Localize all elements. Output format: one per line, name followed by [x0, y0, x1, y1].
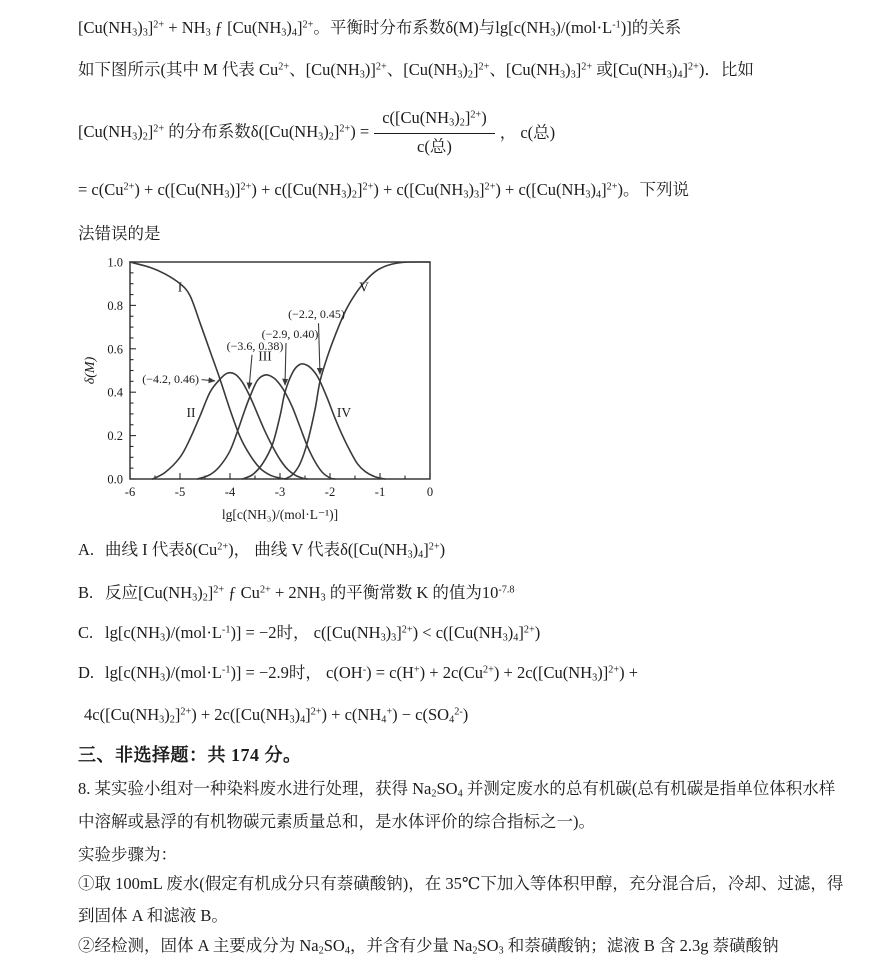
distribution-chart — [80, 248, 445, 531]
svg-text:(−4.2, 0.46): (−4.2, 0.46) — [142, 371, 199, 386]
option-c-label: C. — [78, 623, 94, 642]
q7-intro-line-1: $[Cu(NH_3)_3]^{2+} + NH_3$ ƒ $[Cu(NH_3)_4]^{2+}$。平衡时分布系数δ(M)与$\lg[c(NH_3)/(mol\cdot L^{-1})]$的关系 — [78, 18, 682, 39]
q8-step-1-line-1: ①取 100mL 废水(假定有机成分只有萘磺酸钠)，在 35℃下加入等体积甲醇，充分混合后，冷却、过滤，得 — [78, 874, 844, 893]
q7-sum-line: = $c(Cu^{2+}) + c([Cu(NH_3)]^{2+}) + c([Cu(NH_3)_2]^{2+}) + c([Cu(NH_3)_3]^{2+}) + c([Cu(NH_3)_4]^{2+})$。下列说 — [78, 180, 689, 201]
svg-text:lg[c(NH₃)/(mol·L⁻¹)]: lg[c(NH₃)/(mol·L⁻¹)] — [221, 507, 339, 522]
q7-definition-pre: $[Cu(NH_3)_2]^{2+}$ 的分布系数$\delta([Cu(NH_3)_2]^{2+})$ = — [78, 121, 370, 143]
svg-text:0.4: 0.4 — [107, 385, 123, 400]
svg-text:I: I — [177, 279, 183, 295]
option-c — [78, 623, 540, 645]
q8-step-1-line-2: 到固体 A 和滤液 B。 — [78, 906, 228, 925]
svg-text:-4: -4 — [224, 485, 236, 499]
svg-text:-3: -3 — [274, 485, 286, 499]
option-b — [78, 583, 515, 605]
q8-step-2-line: ②经检测，固体 A 主要成分为 $Na_2SO_4$，并含有少量 $Na_2SO_3$ 和萘磺酸钠；滤液 B 含 2.3g 萘磺酸钠 — [78, 936, 779, 957]
option-c-text: $\lg[c(NH_3)/(mol\cdot L^{-1})] = -2$时， $c([Cu(NH_3)_3]^{2+}) < c([Cu(NH_3)_4]^{2+})$ — [105, 623, 541, 644]
q7-definition-line — [78, 102, 555, 164]
svg-text:0.2: 0.2 — [107, 429, 123, 444]
distribution-chart-svg — [80, 248, 445, 526]
q7-intro-line-2: 如下图所示(其中 M 代表 $Cu^{2+}$、$[Cu(NH_3)]^{2+}$、$[Cu(NH_3)_2]^{2+}$、$[Cu(NH_3)_3]^{2+}$ 或$[Cu(NH_3)_4]^{2+}$)．比如 — [78, 60, 754, 81]
q7-tail-line: 法错误的是 — [78, 224, 161, 243]
option-d-label: D. — [78, 663, 95, 682]
svg-text:-1: -1 — [374, 485, 386, 499]
option-a — [78, 540, 445, 562]
q8-line-3: 实验步骤为： — [78, 845, 177, 864]
q7-definition-post: ， c(总) — [499, 122, 556, 142]
fraction-numerator: $c([Cu(NH_3)_2]^{2+})$ — [374, 108, 495, 134]
svg-text:(−3.6, 0.38): (−3.6, 0.38) — [226, 338, 284, 353]
fraction — [374, 108, 495, 158]
svg-text:V: V — [359, 279, 369, 295]
q8-line-1: 8. 某实验小组对一种染料废水进行处理，获得 $Na_2SO_4$ 并测定废水的总有机碳(总有机碳是指单位体积水样 — [78, 779, 836, 800]
q8-line-2: 中溶解或悬浮的有机物碳元素质量总和，是水体评价的综合指标之一)。 — [78, 812, 595, 831]
svg-text:1.0: 1.0 — [107, 255, 123, 270]
section-heading: 三、非选择题：共 174 分。 — [78, 745, 302, 765]
svg-text:0: 0 — [426, 485, 434, 499]
svg-text:0.8: 0.8 — [107, 298, 123, 313]
option-a-text: 曲线 I 代表$\delta(Cu^{2+})$， 曲线 V 代表$\delta([Cu(NH_3)_4]^{2+})$ — [105, 540, 446, 561]
option-b-text: 反应$[Cu(NH_3)_2]^{2+}$ ƒ $Cu^{2+} + 2NH_3$ 的平衡常数 K 的值为$10^{-7.8}$ — [105, 583, 515, 604]
fraction-denominator: c(总) — [417, 137, 452, 157]
svg-text:-6: -6 — [124, 485, 136, 499]
svg-text:(−2.2, 0.45): (−2.2, 0.45) — [288, 306, 345, 321]
svg-text:-5: -5 — [174, 485, 186, 499]
svg-text:-2: -2 — [324, 485, 336, 499]
svg-text:II: II — [186, 405, 196, 421]
option-b-label: B. — [78, 583, 94, 602]
option-d — [78, 663, 638, 685]
option-a-label: A. — [78, 540, 95, 559]
svg-text:(−2.9, 0.40): (−2.9, 0.40) — [261, 326, 319, 341]
svg-text:IV: IV — [336, 405, 352, 421]
svg-text:δ(M): δ(M) — [83, 356, 98, 385]
svg-text:0.6: 0.6 — [107, 342, 123, 357]
svg-text:0.0: 0.0 — [107, 472, 123, 487]
option-d-continuation: $4c([Cu(NH_3)_2]^{2+}) + 2c([Cu(NH_3)_4]^{2+}) + c(NH_4^+) - c(SO_4^{2-})$ — [84, 705, 469, 726]
option-d-text: $\lg[c(NH_3)/(mol\cdot L^{-1})] = -2.9$时， $c(OH^-) = c(H^+) + 2c(Cu^{2+}) + 2c([Cu(NH_3)]^{2+})$ + — [105, 663, 639, 684]
svg-text:III: III — [258, 348, 272, 364]
